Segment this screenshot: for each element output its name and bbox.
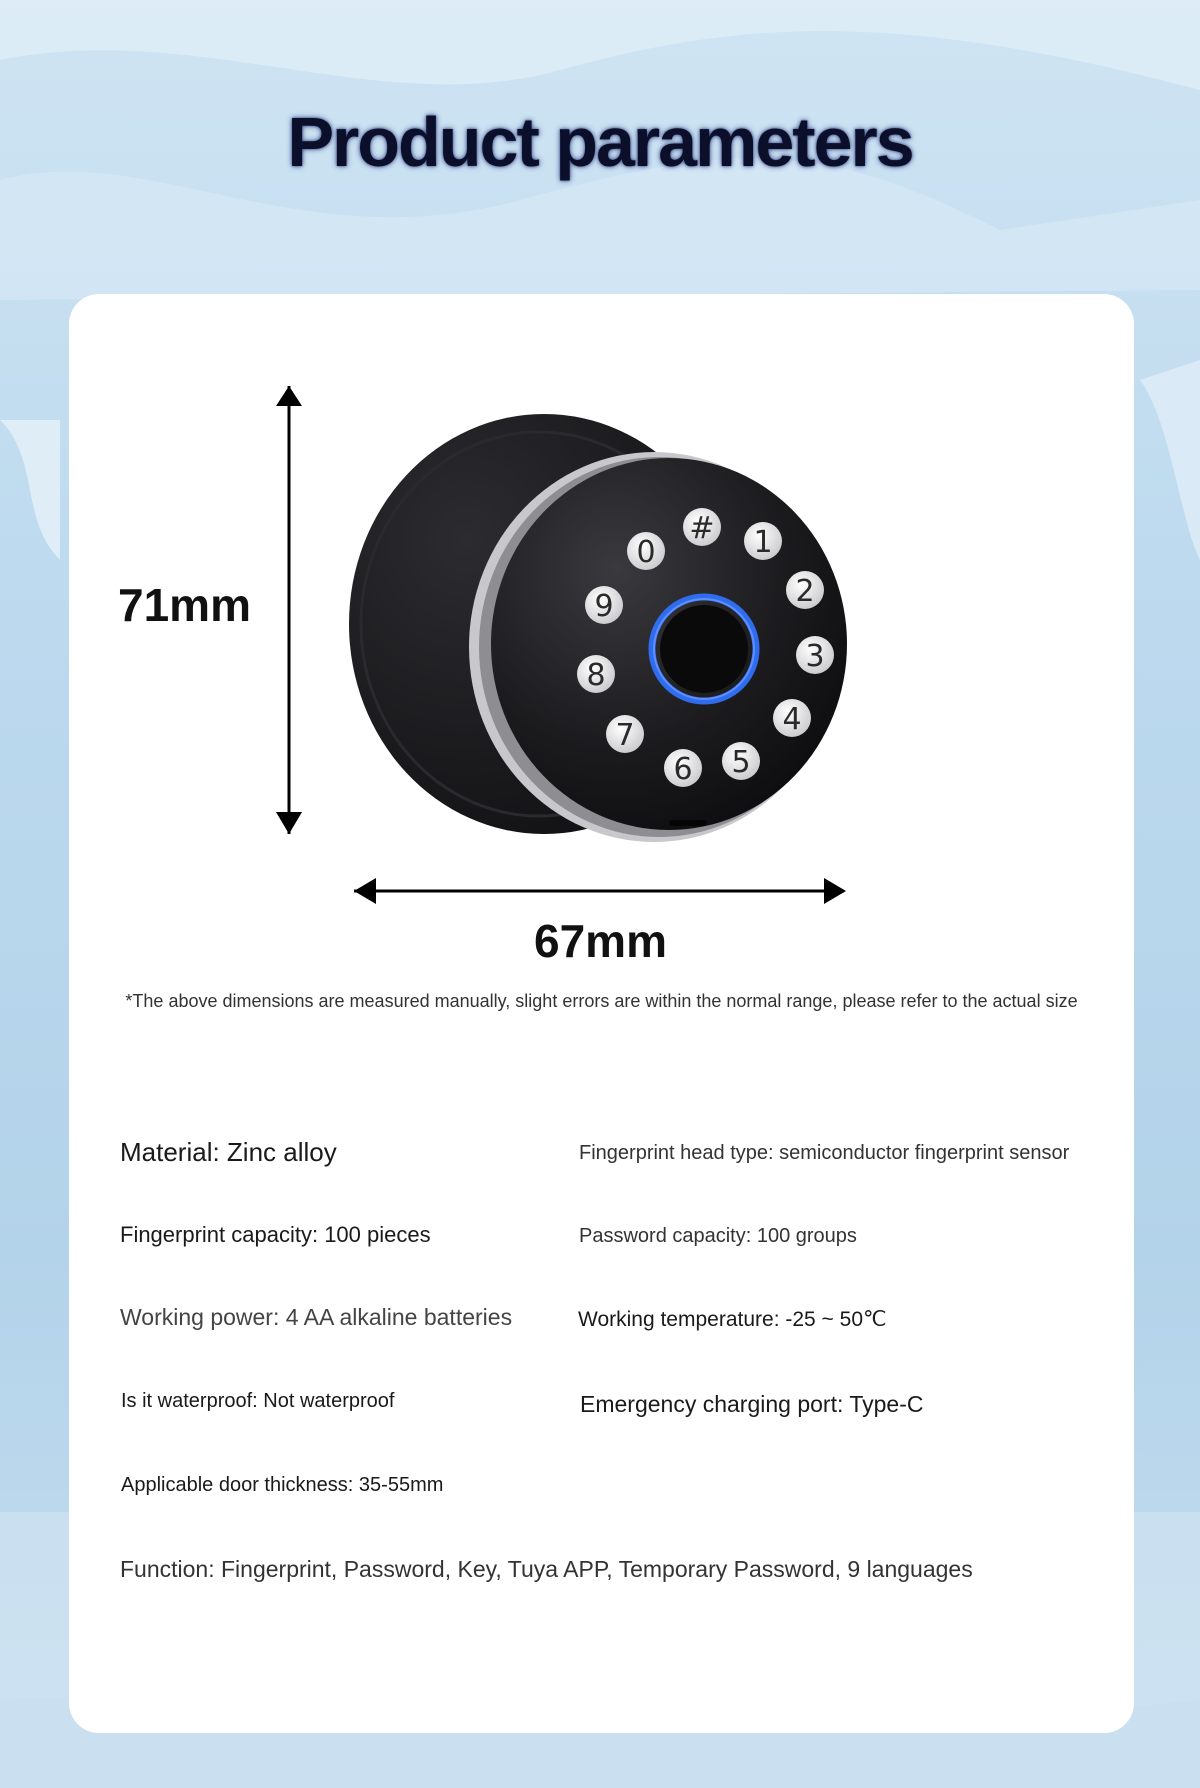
width-label: 67mm <box>534 915 667 967</box>
param-working-temperature: Working temperature: -25 ~ 50℃ <box>578 1308 887 1331</box>
param-working-power: Working power: 4 AA alkaline batteries <box>120 1304 513 1330</box>
key-1 <box>744 522 782 560</box>
height-arrow <box>276 386 302 834</box>
measurement-note: *The above dimensions are measured manually, slight errors are within the normal range, please refer to the actual size <box>125 991 1078 1011</box>
svg-text:0: 0 <box>636 535 656 570</box>
param-function: Function: Fingerprint, Password, Key, Tuya APP, Temporary Password, 9 languages <box>120 1556 973 1582</box>
param-fingerprint-head: Fingerprint head type: semiconductor fingerprint sensor <box>579 1142 1070 1164</box>
param-door-thickness: Applicable door thickness: 35-55mm <box>121 1474 444 1496</box>
param-material: Material: Zinc alloy <box>120 1137 337 1167</box>
param-waterproof: Is it waterproof: Not waterproof <box>121 1390 395 1412</box>
key-3 <box>796 636 834 674</box>
parameters-card <box>69 294 1134 1733</box>
svg-text:4: 4 <box>782 702 802 737</box>
key-hash <box>683 508 721 546</box>
key-2 <box>786 571 824 609</box>
lock-illustration <box>69 294 1134 994</box>
page-title: Product parameters <box>287 103 913 181</box>
key-9 <box>585 586 623 624</box>
param-fingerprint-capacity: Fingerprint capacity: 100 pieces <box>120 1222 431 1247</box>
fingerprint-sensor-icon <box>652 597 756 701</box>
width-arrow <box>354 878 846 904</box>
key-0 <box>627 532 665 570</box>
svg-text:6: 6 <box>673 752 693 787</box>
height-label: 71mm <box>118 579 251 631</box>
key-5 <box>722 742 760 780</box>
key-8 <box>577 655 615 693</box>
svg-text:1: 1 <box>753 525 773 560</box>
svg-text:#: # <box>689 511 715 546</box>
svg-text:8: 8 <box>586 658 606 693</box>
svg-text:7: 7 <box>615 718 635 753</box>
key-4 <box>773 699 811 737</box>
param-password-capacity: Password capacity: 100 groups <box>579 1225 857 1247</box>
svg-text:2: 2 <box>795 574 815 609</box>
svg-text:3: 3 <box>805 639 825 674</box>
svg-text:5: 5 <box>731 745 751 780</box>
key-7 <box>606 715 644 753</box>
svg-text:9: 9 <box>594 589 614 624</box>
type-c-port-icon <box>669 820 707 826</box>
param-charging-port: Emergency charging port: Type-C <box>580 1391 924 1417</box>
key-6 <box>664 749 702 787</box>
